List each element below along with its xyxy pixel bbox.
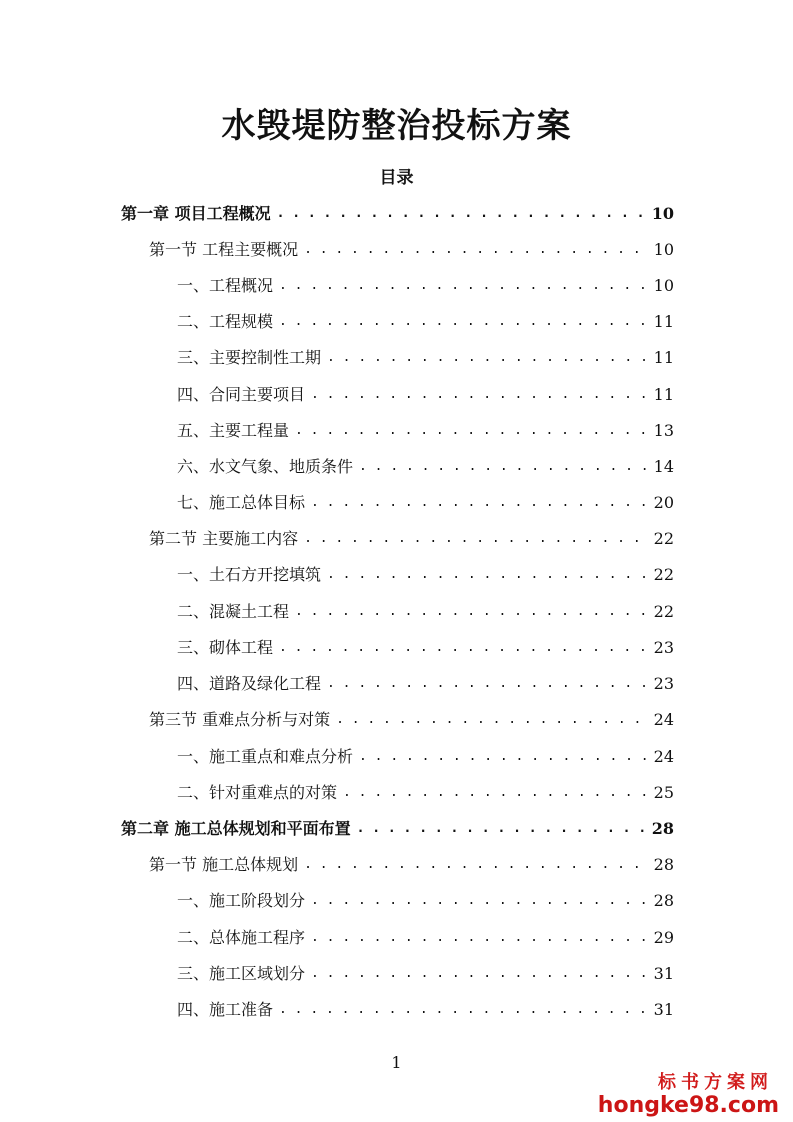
toc-entry[interactable]	[177, 598, 674, 624]
toc-entry[interactable]	[177, 924, 674, 950]
toc-leader-dots	[304, 527, 648, 551]
toc-entry[interactable]	[177, 779, 674, 805]
toc-entry-page: 23	[653, 638, 674, 657]
toc-entry[interactable]	[177, 670, 674, 696]
toc-leader-dots	[279, 310, 648, 334]
toc-entry[interactable]	[177, 561, 674, 587]
toc-leader-dots	[304, 853, 648, 877]
toc-entry-page: 10	[653, 276, 674, 295]
toc-entry[interactable]	[149, 851, 674, 877]
toc-entry[interactable]	[149, 706, 674, 732]
toc-entry-label: 二、总体施工程序	[177, 928, 306, 947]
toc-leader-dots	[327, 346, 648, 370]
toc-entry-label: 七、施工总体目标	[177, 493, 306, 512]
toc-leader-dots	[295, 419, 648, 443]
toc-entry[interactable]	[177, 344, 674, 370]
toc-entry-page: 24	[653, 710, 674, 729]
document-title: 水毁堤防整治投标方案	[221, 106, 572, 146]
page-number: 1	[391, 1053, 402, 1072]
toc-entry[interactable]	[121, 200, 674, 226]
toc-entry-label: 二、工程规模	[177, 312, 274, 331]
toc-entry[interactable]	[177, 743, 674, 769]
toc-leader-dots	[336, 708, 648, 732]
toc-entry[interactable]	[177, 489, 674, 515]
toc-entry-page: 28	[653, 855, 674, 874]
toc-entry-label: 第二节 主要施工内容	[149, 529, 299, 548]
toc-entry[interactable]	[121, 815, 674, 841]
toc-leader-dots	[279, 636, 648, 660]
toc-heading: 目录	[379, 168, 414, 188]
toc-entry-page: 14	[653, 457, 674, 476]
toc-leader-dots	[357, 817, 646, 841]
toc-entry[interactable]	[149, 236, 674, 262]
toc-leader-dots	[327, 563, 648, 587]
watermark-logo	[598, 1068, 779, 1118]
toc-entry-page: 29	[653, 928, 674, 947]
toc-entry-label: 三、施工区域划分	[177, 964, 306, 983]
toc-entry[interactable]	[149, 525, 674, 551]
toc-entry[interactable]	[177, 308, 674, 334]
toc-entry-label: 一、施工阶段划分	[177, 891, 306, 910]
toc-entry-page: 31	[653, 964, 674, 983]
toc-entry[interactable]	[177, 996, 674, 1022]
toc-leader-dots	[311, 491, 648, 515]
toc-entry-label: 第一节 施工总体规划	[149, 855, 299, 874]
toc-entry[interactable]	[177, 634, 674, 660]
toc-entry-label: 第一节 工程主要概况	[149, 240, 299, 259]
toc-entry-label: 五、主要工程量	[177, 421, 290, 440]
toc-entry[interactable]	[177, 960, 674, 986]
toc-entry-label: 四、道路及绿化工程	[177, 674, 322, 693]
watermark-name: 标书方案网	[658, 1072, 773, 1093]
toc-entry-page: 11	[653, 312, 674, 331]
toc-entry-label: 一、施工重点和难点分析	[177, 747, 354, 766]
toc-entry[interactable]	[177, 887, 674, 913]
toc-leader-dots	[359, 745, 648, 769]
toc-entry-page: 23	[653, 674, 674, 693]
toc-entry-label: 三、砌体工程	[177, 638, 274, 657]
toc-entry-label: 四、合同主要项目	[177, 385, 306, 404]
toc-entry-label: 四、施工准备	[177, 1000, 274, 1019]
toc-entry-page: 10	[653, 240, 674, 259]
toc-entry-label: 第一章 项目工程概况	[121, 204, 271, 223]
toc-entry-label: 一、土石方开挖填筑	[177, 565, 322, 584]
toc-entry-label: 第二章 施工总体规划和平面布置	[121, 819, 351, 838]
toc-entry-page: 28	[653, 891, 674, 910]
toc-leader-dots	[311, 889, 648, 913]
toc-entry-page: 25	[653, 783, 674, 802]
toc-entry[interactable]	[177, 272, 674, 298]
toc-entry-page: 22	[653, 529, 674, 548]
toc-leader-dots	[311, 926, 648, 950]
toc-entry-page: 10	[651, 204, 674, 223]
toc-entry-label: 二、针对重难点的对策	[177, 783, 338, 802]
toc-leader-dots	[327, 672, 648, 696]
toc-entry[interactable]	[177, 417, 674, 443]
toc-entry-label: 二、混凝土工程	[177, 602, 290, 621]
toc-leader-dots	[295, 600, 648, 624]
watermark-url: hongke98.com	[597, 1093, 779, 1118]
toc-leader-dots	[359, 455, 648, 479]
toc-leader-dots	[311, 962, 648, 986]
toc-entry-page: 20	[653, 493, 674, 512]
toc-leader-dots	[304, 238, 648, 262]
toc-entry-page: 22	[653, 602, 674, 621]
toc-entry-label: 第三节 重难点分析与对策	[149, 710, 331, 729]
toc-entry-label: 六、水文气象、地质条件	[177, 457, 354, 476]
toc-entry-page: 13	[653, 421, 674, 440]
toc-entry-label: 三、主要控制性工期	[177, 348, 322, 367]
toc-leader-dots	[343, 781, 648, 805]
toc-entry-page: 24	[653, 747, 674, 766]
toc-entry-page: 28	[651, 819, 674, 838]
toc-entry-page: 31	[653, 1000, 674, 1019]
toc-leader-dots	[277, 202, 646, 226]
toc-entry[interactable]	[177, 453, 674, 479]
toc-entry-page: 11	[653, 348, 674, 367]
toc-leader-dots	[279, 998, 648, 1022]
toc-entry[interactable]	[177, 381, 674, 407]
toc-entry-page: 11	[653, 385, 674, 404]
toc-entry-label: 一、工程概况	[177, 276, 274, 295]
toc-entry-page: 22	[653, 565, 674, 584]
toc-leader-dots	[311, 383, 648, 407]
toc-leader-dots	[279, 274, 648, 298]
